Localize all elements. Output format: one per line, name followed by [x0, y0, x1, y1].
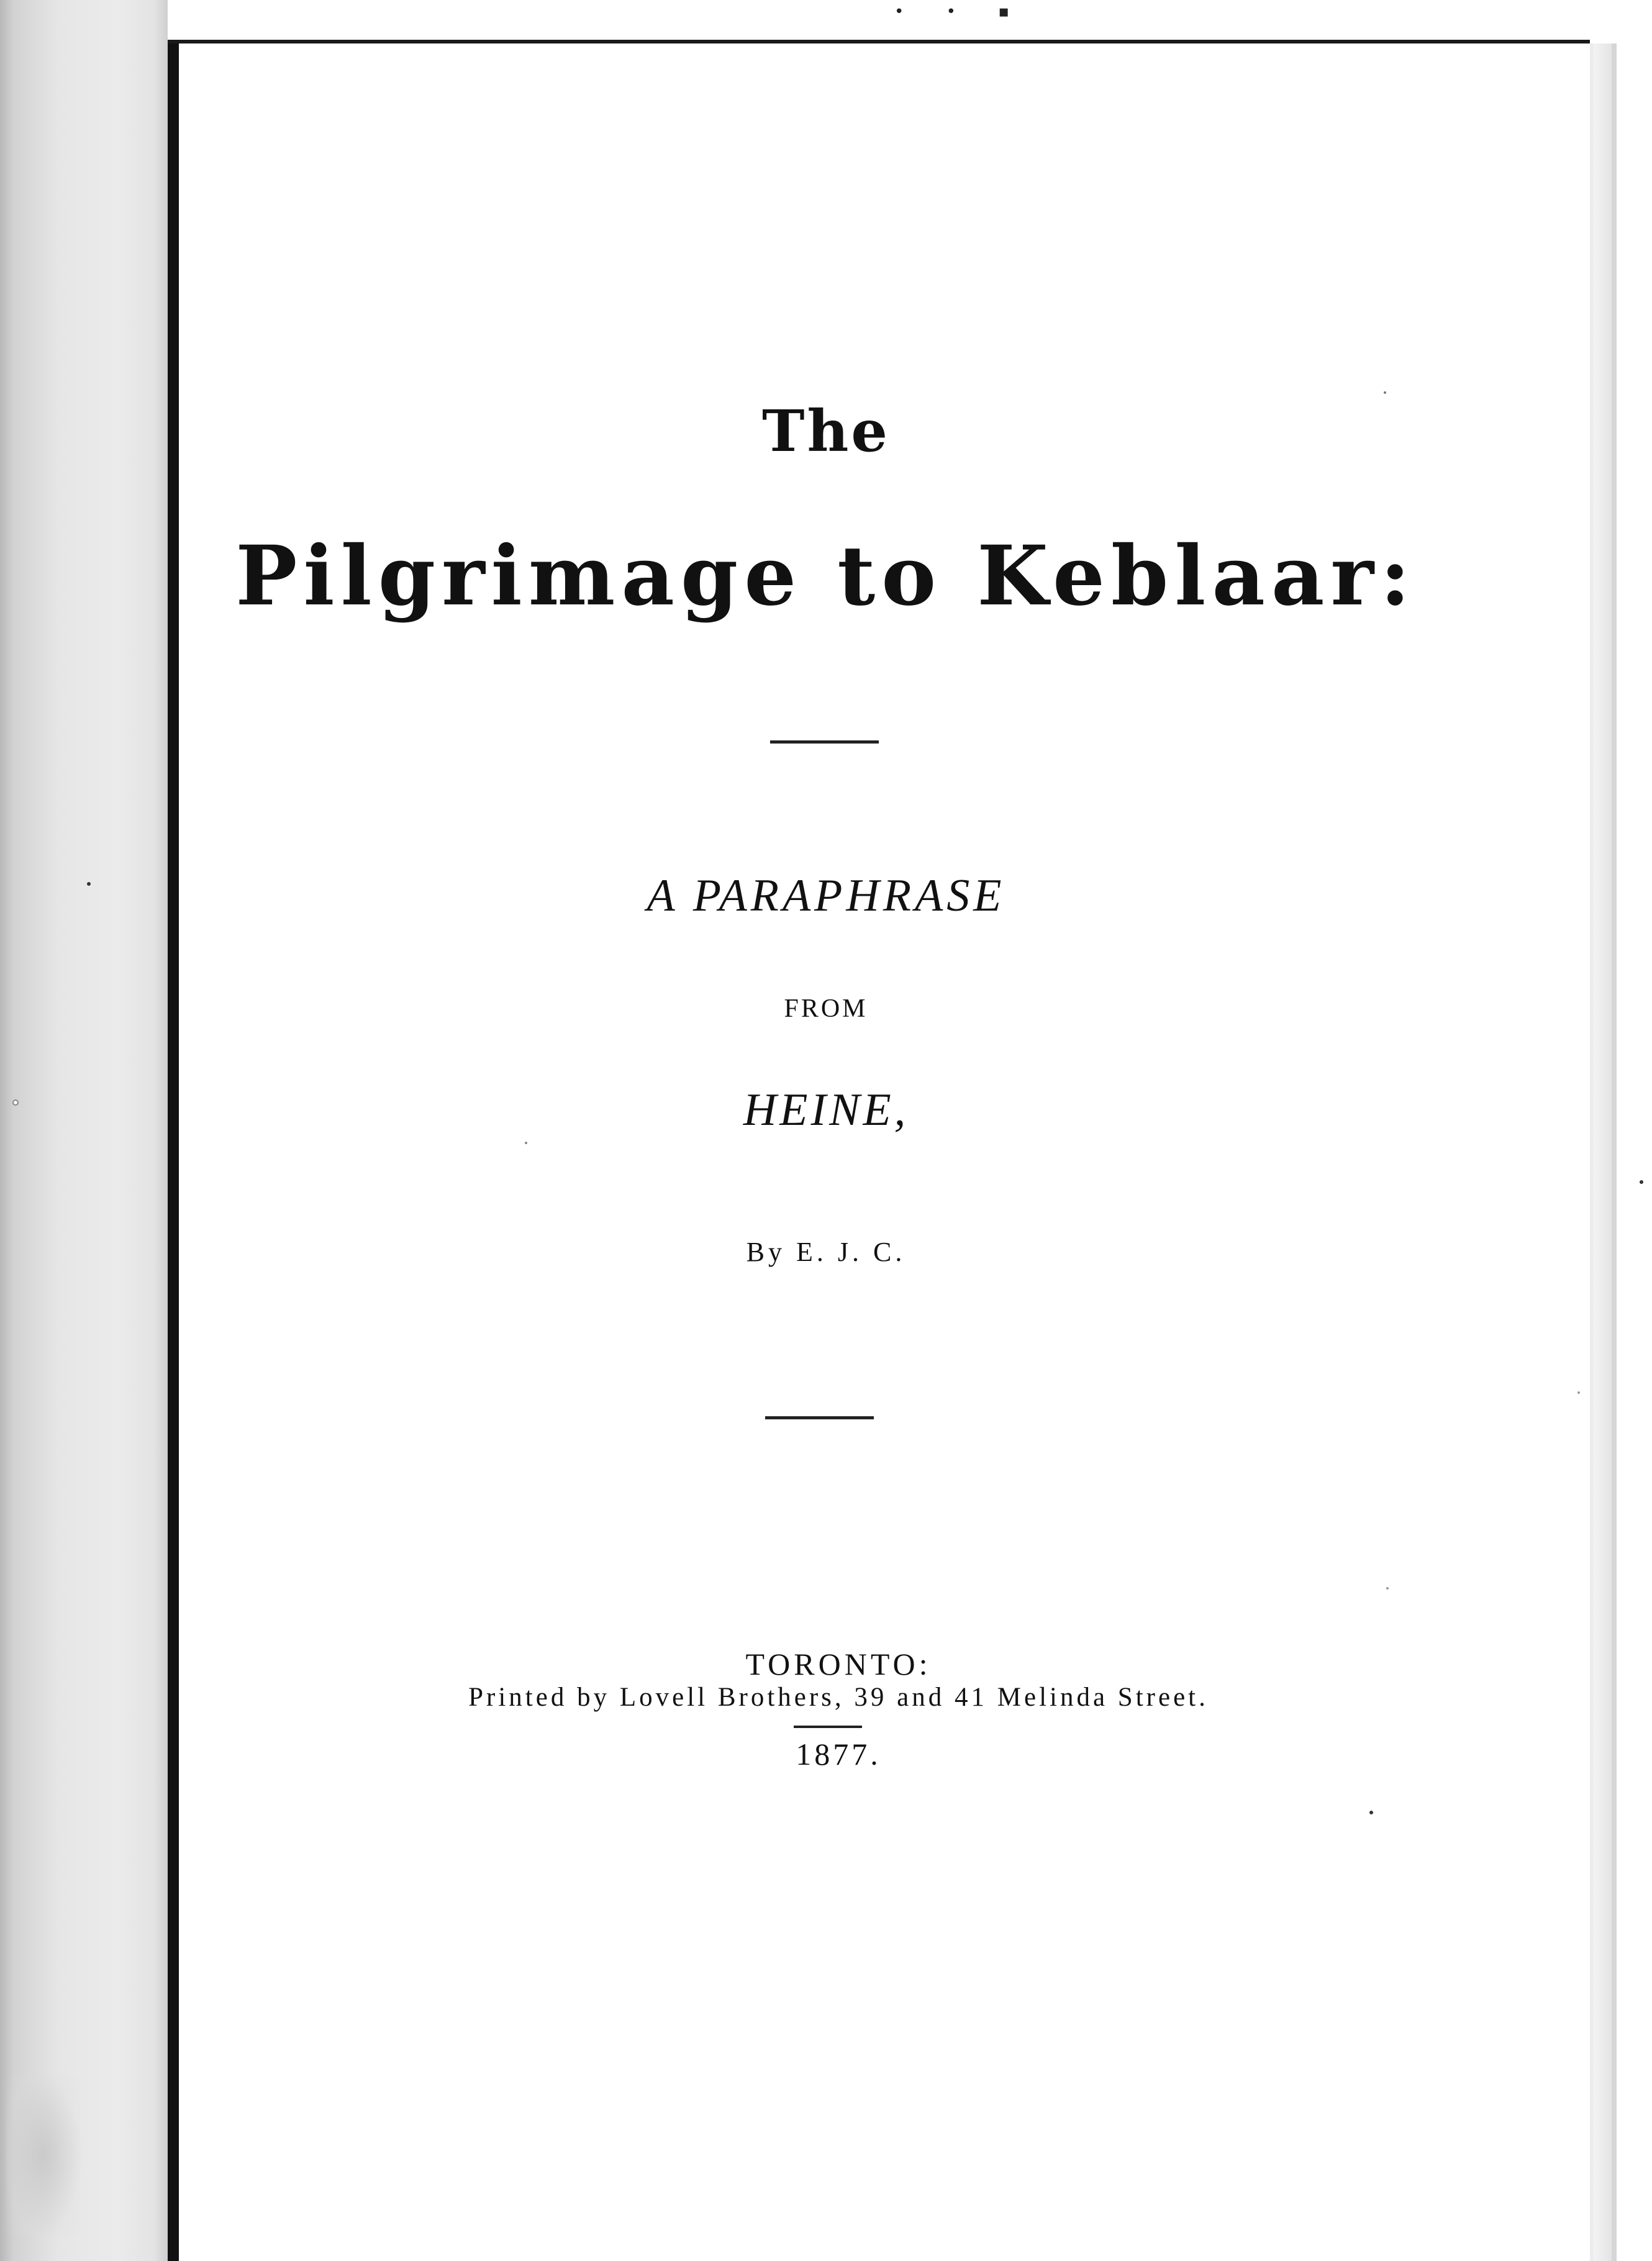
byline: By E. J. C.	[746, 1237, 906, 1267]
source-author: HEINE,	[743, 1085, 909, 1135]
imprint-printer: Printed by Lovell Brothers, 39 and 41 Melinda Street.	[468, 1683, 1209, 1712]
paper-speck	[1384, 391, 1386, 394]
paper-speck	[12, 1099, 19, 1106]
divider-rule	[765, 1416, 874, 1419]
paper-speck	[1369, 1811, 1373, 1814]
paper-stain	[6, 2075, 81, 2236]
title-article: The	[762, 398, 890, 465]
back-page-edge	[1612, 43, 1617, 2261]
from-label: FROM	[784, 994, 868, 1023]
paper-speck	[525, 1142, 527, 1144]
page-left-edge	[168, 43, 179, 2261]
scan-marks: • • ▪	[894, 2, 1028, 21]
main-title: Pilgrimage to Keblaar:	[235, 528, 1417, 624]
divider-rule	[770, 740, 879, 744]
top-margin	[0, 0, 1652, 43]
imprint-rule	[794, 1726, 862, 1728]
paper-speck	[87, 882, 91, 886]
paper-speck	[1386, 1587, 1389, 1590]
page-right-shadow	[1594, 43, 1612, 2261]
imprint-year: 1877.	[796, 1737, 881, 1772]
paper-speck	[1577, 1391, 1580, 1394]
subtitle: A PARAPHRASE	[647, 870, 1005, 921]
paper-speck	[1640, 1180, 1643, 1184]
title-page	[179, 43, 1590, 2261]
imprint-place: TORONTO:	[745, 1647, 932, 1681]
